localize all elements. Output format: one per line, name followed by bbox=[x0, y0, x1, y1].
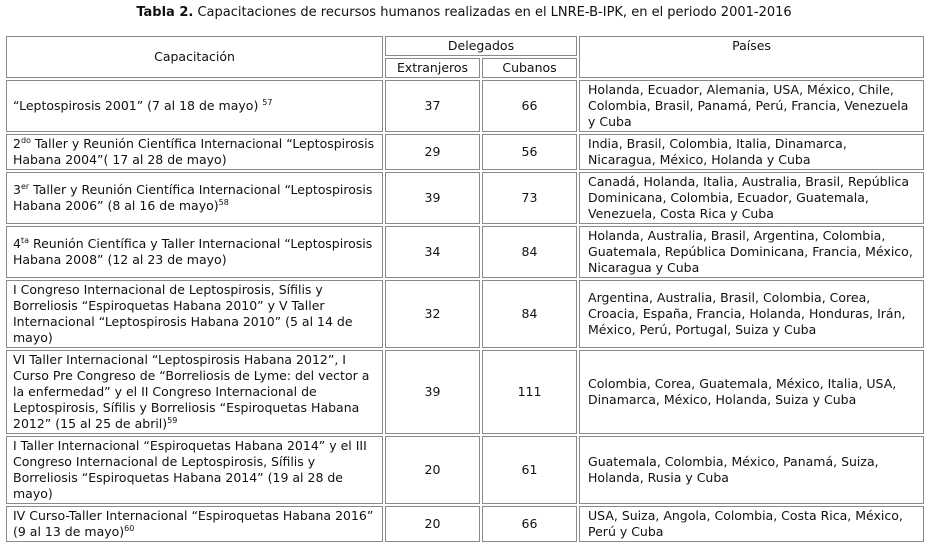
capacitacion-cell bbox=[6, 226, 383, 278]
training-table bbox=[4, 34, 926, 544]
capacitacion-text: IV Curso-Taller Internacional “Espiroquetas Habana 2016” (9 al 13 de mayo) bbox=[13, 508, 374, 539]
capacitacion-cell bbox=[6, 172, 383, 224]
table-row bbox=[6, 134, 924, 170]
paises-cell: Argentina, Australia, Brasil, Colombia, Corea, Croacia, España, Francia, Holanda, Honduras, Irán, México, Perú, Portugal, Suiza y Cuba bbox=[579, 280, 924, 348]
footnote-superscript: er bbox=[20, 181, 30, 191]
capacitacion-text: “Leptospirosis 2001” (7 al 18 de mayo) bbox=[13, 98, 263, 113]
capacitacion-text: Taller y Reunión Científica Internacional “Leptospirosis Habana 2004”( 17 al 28 de mayo) bbox=[13, 136, 375, 167]
footnote-superscript: 57 bbox=[262, 97, 273, 107]
table-caption bbox=[0, 4, 928, 24]
table-caption-label: Tabla 2. bbox=[136, 5, 194, 20]
table-row bbox=[6, 226, 924, 278]
capacitacion-text: 4 bbox=[13, 236, 21, 251]
paises-cell: Canadá, Holanda, Italia, Australia, Brasil, República Dominicana, Colombia, Ecuador, Guatemala, Venezuela, Costa Rica y Cuba bbox=[579, 172, 924, 224]
cubanos-cell: 66 bbox=[482, 80, 577, 132]
table-row bbox=[6, 506, 924, 542]
cubanos-cell: 111 bbox=[482, 350, 577, 434]
extranjeros-cell: 29 bbox=[385, 134, 480, 170]
footnote-superscript: do bbox=[20, 135, 31, 145]
table-row bbox=[6, 280, 924, 348]
capacitacion-text: Reunión Científica y Taller Internacional “Leptospirosis Habana 2008” (12 al 23 de mayo) bbox=[13, 236, 373, 267]
footnote-superscript: ta bbox=[20, 235, 29, 245]
capacitacion-text: I Congreso Internacional de Leptospirosis, Sífilis y Borreliosis “Espiroquetas Habana 2010” y V Taller Internacional “Leptospirosis Habana 2010” (5 al 14 de mayo) bbox=[13, 282, 353, 345]
capacitacion-cell bbox=[6, 134, 383, 170]
extranjeros-cell: 32 bbox=[385, 280, 480, 348]
cubanos-cell: 66 bbox=[482, 506, 577, 542]
extranjeros-cell: 39 bbox=[385, 172, 480, 224]
cubanos-cell: 84 bbox=[482, 280, 577, 348]
capacitacion-cell bbox=[6, 506, 383, 542]
header-paises: Países bbox=[579, 36, 924, 78]
table-row bbox=[6, 172, 924, 224]
extranjeros-cell: 39 bbox=[385, 350, 480, 434]
paises-cell: Holanda, Australia, Brasil, Argentina, Colombia, Guatemala, República Dominicana, Francia, México, Nicaragua y Cuba bbox=[579, 226, 924, 278]
capacitacion-text: 2 bbox=[13, 136, 21, 151]
table-caption-text: Capacitaciones de recursos humanos realizadas en el LNRE-B-IPK, en el periodo 2001-2016 bbox=[193, 5, 792, 20]
extranjeros-cell: 34 bbox=[385, 226, 480, 278]
capacitacion-cell bbox=[6, 80, 383, 132]
footnote-superscript: 60 bbox=[124, 523, 135, 533]
paises-cell: India, Brasil, Colombia, Italia, Dinamarca, Nicaragua, México, Holanda y Cuba bbox=[579, 134, 924, 170]
header-extranjeros: Extranjeros bbox=[385, 58, 480, 78]
table-row bbox=[6, 350, 924, 434]
capacitacion-text: VI Taller Internacional “Leptospirosis Habana 2012”, I Curso Pre Congreso de “Borreliosis de Lyme: del vector a la enfermedad” y el II Congreso Internacional de Leptospirosis, Sífilis y Borreliosis “Espiroquetas Habana 2012” (15 al 25 de abril) bbox=[13, 352, 370, 431]
capacitacion-cell bbox=[6, 280, 383, 348]
capacitacion-text: 3 bbox=[13, 182, 21, 197]
paises-cell: Guatemala, Colombia, México, Panamá, Suiza, Holanda, Rusia y Cuba bbox=[579, 436, 924, 504]
header-capacitacion: Capacitación bbox=[6, 36, 383, 78]
table-row bbox=[6, 80, 924, 132]
footnote-superscript: 59 bbox=[167, 415, 178, 425]
cubanos-cell: 61 bbox=[482, 436, 577, 504]
header-cubanos: Cubanos bbox=[482, 58, 577, 78]
cubanos-cell: 56 bbox=[482, 134, 577, 170]
paises-cell: USA, Suiza, Angola, Colombia, Costa Rica, México, Perú y Cuba bbox=[579, 506, 924, 542]
extranjeros-cell: 20 bbox=[385, 506, 480, 542]
footnote-superscript: 58 bbox=[218, 197, 229, 207]
paises-cell: Colombia, Corea, Guatemala, México, Italia, USA, Dinamarca, México, Holanda, Suiza y Cuba bbox=[579, 350, 924, 434]
header-delegados: Delegados bbox=[385, 36, 577, 56]
table-row bbox=[6, 436, 924, 504]
extranjeros-cell: 20 bbox=[385, 436, 480, 504]
capacitacion-cell bbox=[6, 436, 383, 504]
paises-cell: Holanda, Ecuador, Alemania, USA, México, Chile, Colombia, Brasil, Panamá, Perú, Francia, Venezuela y Cuba bbox=[579, 80, 924, 132]
table-header bbox=[6, 36, 924, 78]
cubanos-cell: 73 bbox=[482, 172, 577, 224]
table-body bbox=[6, 80, 924, 542]
capacitacion-text: I Taller Internacional “Espiroquetas Habana 2014” y el III Congreso Internacional de Leptospirosis, Sífilis y Borreliosis “Espiroquetas Habana 2014” (19 al 28 de mayo) bbox=[13, 438, 367, 501]
extranjeros-cell: 37 bbox=[385, 80, 480, 132]
capacitacion-cell bbox=[6, 350, 383, 434]
capacitacion-text: Taller y Reunión Científica Internacional “Leptospirosis Habana 2006” (8 al 16 de mayo) bbox=[13, 182, 373, 213]
cubanos-cell: 84 bbox=[482, 226, 577, 278]
